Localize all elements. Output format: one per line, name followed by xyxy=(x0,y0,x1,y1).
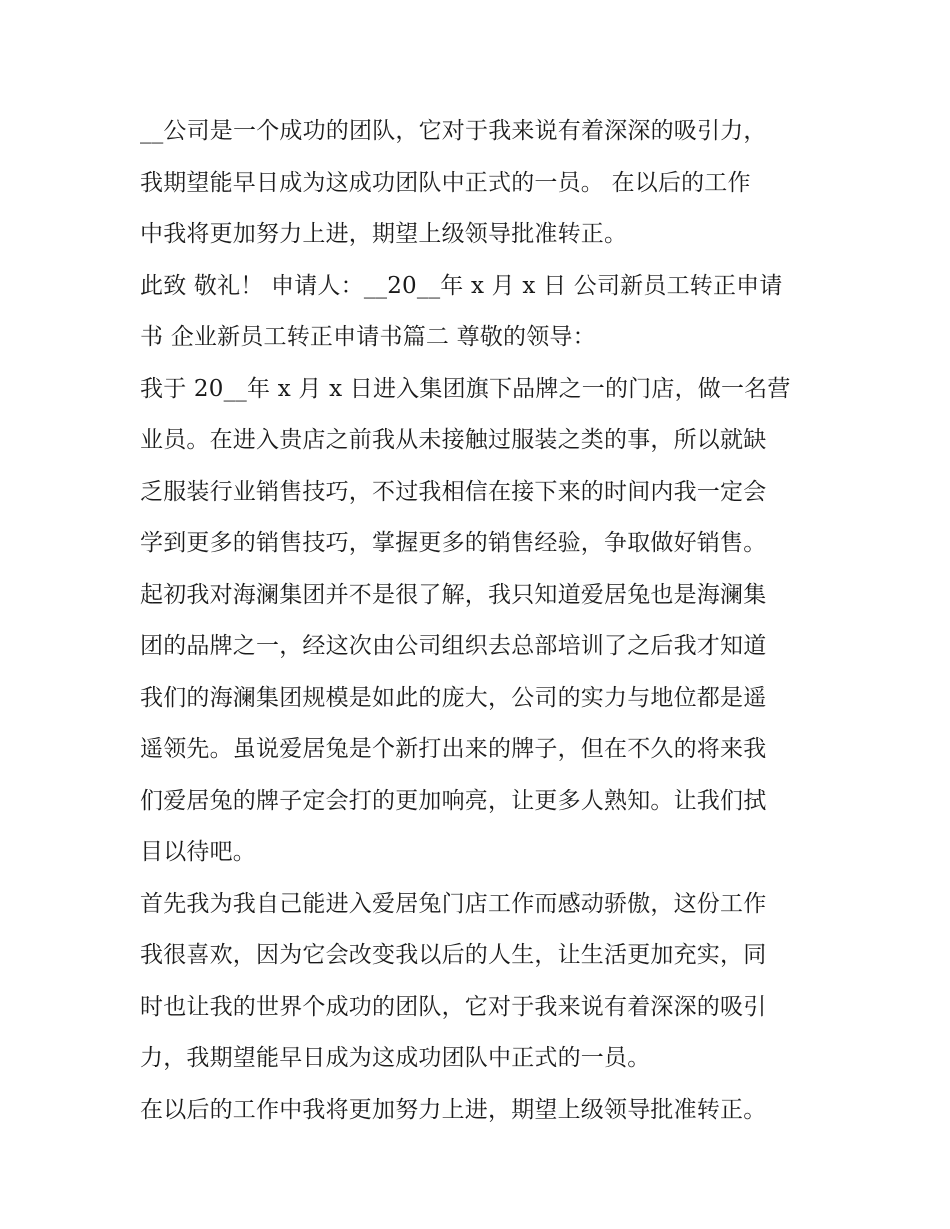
text-line: 遥领先。虽说爱居兔是个新打出来的牌子，但在不久的将来我 xyxy=(140,736,767,762)
text-line: 此致 敬礼！ 申请人：__20__年 x 月 x 日 公司新员工转正申请 xyxy=(140,272,783,299)
text-line: 们爱居兔的牌子定会打的更加响亮，让更多人熟知。让我们拭 xyxy=(140,787,767,814)
text-line: 乏服装行业销售技巧，不过我相信在接下来的时间内我一定会 xyxy=(140,478,767,505)
paragraph xyxy=(140,879,820,1085)
text-line: 我很喜欢，因为它会改变我以后的人生，让生活更加充实，同 xyxy=(140,942,767,968)
paragraph xyxy=(140,1085,820,1137)
paragraph xyxy=(140,106,820,261)
text-line: 学到更多的销售技巧，掌握更多的销售经验，争取做好销售。 xyxy=(140,530,767,556)
text-line: 业员。在进入贵店之前我从未接触过服装之类的事，所以就缺 xyxy=(140,427,767,453)
paragraph xyxy=(140,364,820,570)
text-line: 在以后的工作中我将更加努力上进，期望上级领导批准转正。 xyxy=(140,1096,767,1123)
paragraph xyxy=(140,261,820,364)
text-line: 时也让我的世界个成功的团队，它对于我来说有着深深的吸引 xyxy=(140,993,767,1020)
text-line: 目以待吧。 xyxy=(140,839,256,865)
text-line: __公司是一个成功的团队，它对于我来说有着深深的吸引力， xyxy=(140,118,767,144)
text-line: 书 企业新员工转正申请书篇二 尊敬的领导： xyxy=(140,324,596,350)
text-line: 团的品牌之一，经这次由公司组织去总部培训了之后我才知道 xyxy=(140,633,767,659)
text-line: 我于 20__年 x 月 x 日进入集团旗下品牌之一的门店，做一名营 xyxy=(140,375,791,402)
document-body xyxy=(140,106,820,1136)
text-line: 力，我期望能早日成为这成功团队中正式的一员。 xyxy=(140,1045,651,1071)
text-line: 起初我对海澜集团并不是很了解，我只知道爱居兔也是海澜集 xyxy=(140,581,767,608)
paragraph xyxy=(140,570,820,879)
text-line: 首先我为我自己能进入爱居兔门店工作而感动骄傲，这份工作 xyxy=(140,890,767,917)
text-line: 中我将更加努力上进，期望上级领导批准转正。 xyxy=(140,221,628,247)
text-line: 我期望能早日成为这成功团队中正式的一员。 在以后的工作 xyxy=(140,169,751,196)
text-line: 我们的海澜集团规模是如此的庞大，公司的实力与地位都是遥 xyxy=(140,684,767,711)
